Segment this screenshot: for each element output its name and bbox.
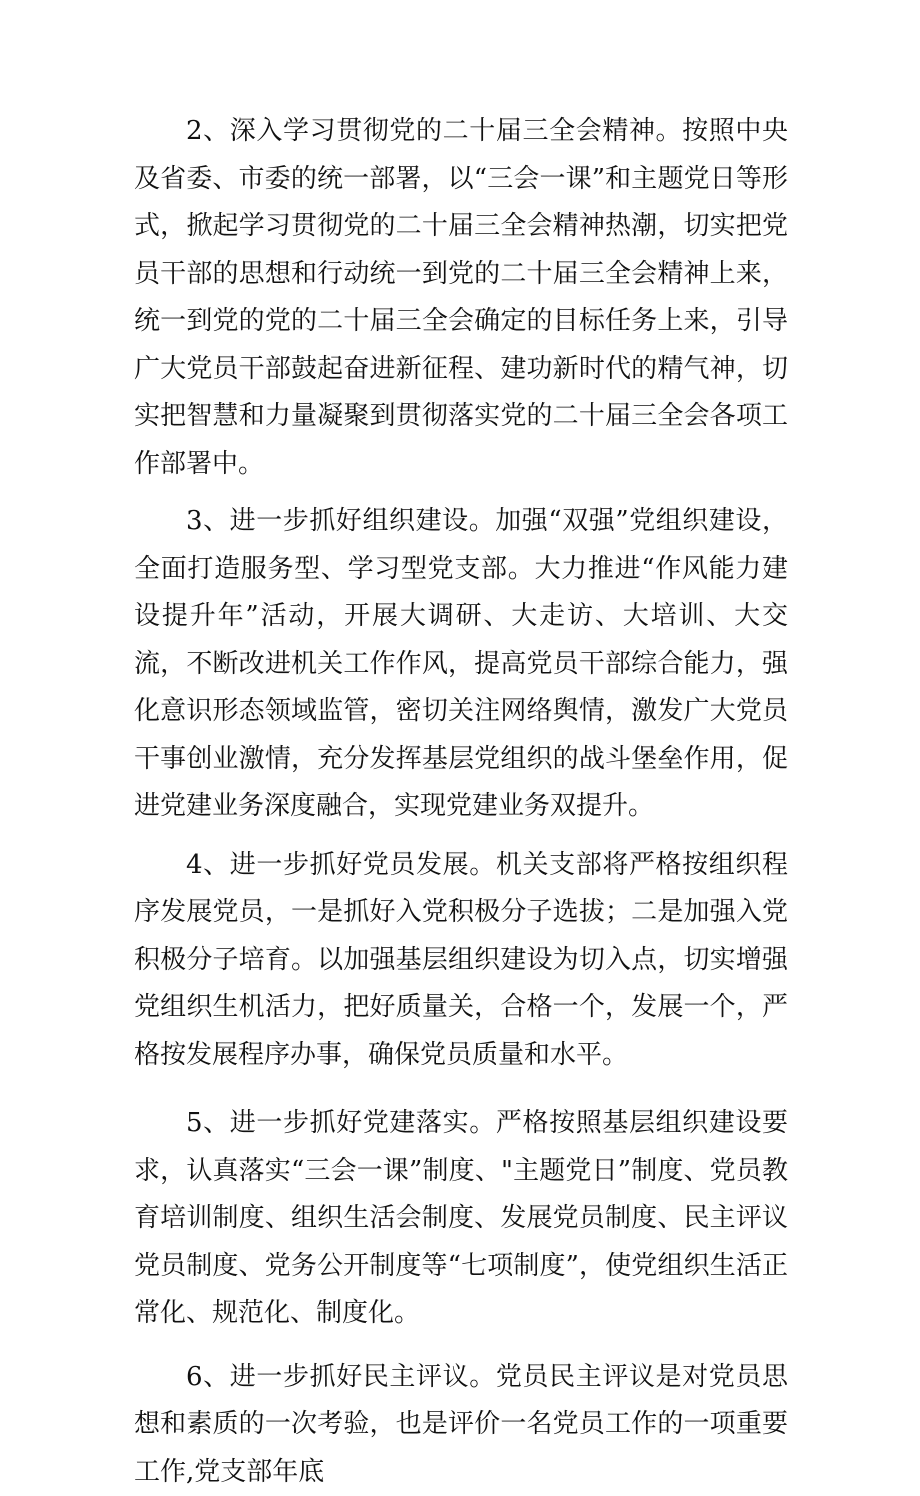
paragraph-4: 4、进一步抓好党员发展。机关支部将严格按组织程序发展党员，一是抓好入党积极分子选拔；二是加强入党积极分子培育。以加强基层组织建设为切入点，切实增强党组织生机活力，把好质量关，合格一个，发展一个，严格按发展程序办事，确保党员质量和水平。 (134, 842, 788, 1080)
paragraph-3: 3、进一步抓好组织建设。加强“双强”党组织建设，全面打造服务型、学习型党支部。大力推进“作风能力建设提升年”活动，开展大调研、大走访、大培训、大交流，不断改进机关工作作风，提高党员干部综合能力，强化意识形态领域监管，密切关注网络舆情，激发广大党员干事创业激情，充分发挥基层党组织的战斗堡垒作用，促进党建业务深度融合，实现党建业务双提升。 (134, 498, 788, 831)
document-body (134, 108, 788, 1496)
paragraph-2: 2、深入学习贯彻党的二十届三全会精神。按照中央及省委、市委的统一部署，以“三会一课”和主题党日等形式，掀起学习贯彻党的二十届三全会精神热潮，切实把党员干部的思想和行动统一到党的二十届三全会精神上来，统一到党的党的二十届三全会确定的目标任务上来，引导广大党员干部鼓起奋进新征程、建功新时代的精气神，切实把智慧和力量凝聚到贯彻落实党的二十届三全会各项工作部署中。 (134, 108, 788, 488)
paragraph-5: 5、进一步抓好党建落实。严格按照基层组织建设要求，认真落实“三会一课”制度、"主题党日”制度、党员教育培训制度、组织生活会制度、发展党员制度、民主评议党员制度、党务公开制度等“七项制度”，使党组织生活正常化、规范化、制度化。 (134, 1100, 788, 1338)
paragraph-6: 6、进一步抓好民主评议。党员民主评议是对党员思想和素质的一次考验，也是评价一名党员工作的一项重要工作,党支部年底 (134, 1354, 788, 1496)
